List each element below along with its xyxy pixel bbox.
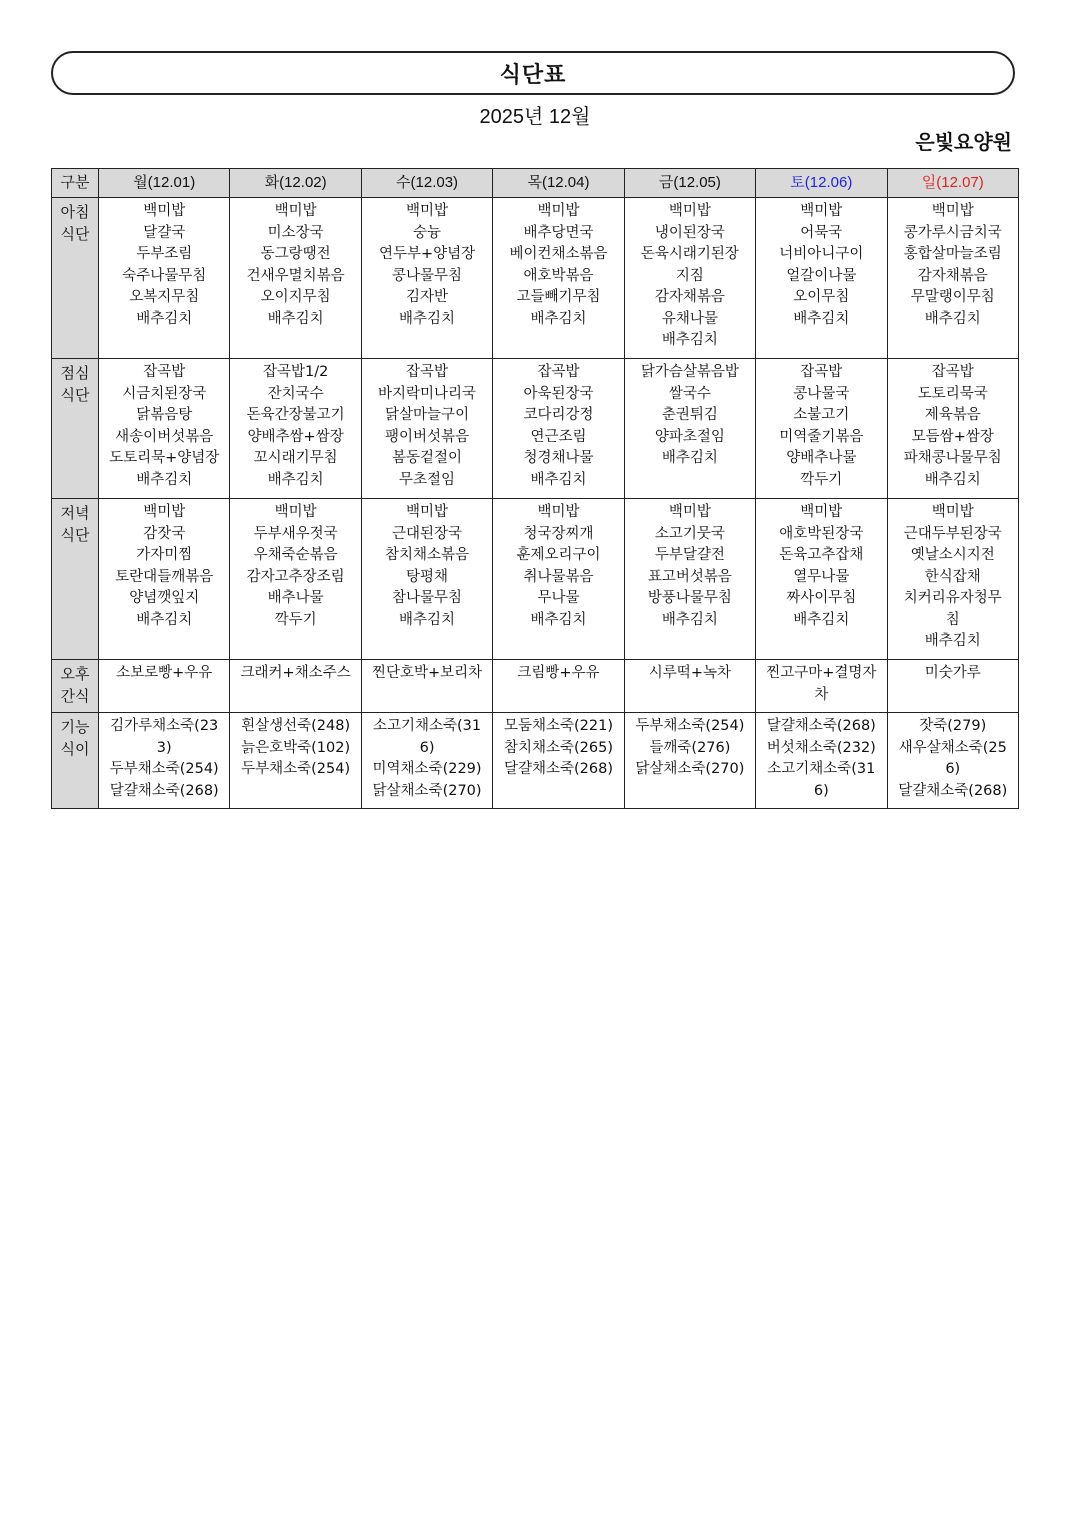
menu-item: 콩나물무침 bbox=[392, 267, 463, 284]
menu-item: 참치채소볶음 bbox=[385, 547, 470, 563]
menu-item: 두부채소죽(254) bbox=[635, 718, 745, 734]
menu-item: 오복지무침 bbox=[129, 289, 200, 305]
menu-item: 무초절임 bbox=[399, 471, 456, 488]
menu-cell bbox=[624, 660, 755, 713]
menu-item: 냉이된장국 bbox=[654, 224, 725, 241]
table-row-special-diet bbox=[52, 713, 1019, 809]
menu-item: 열무나물 bbox=[793, 568, 850, 585]
menu-cell bbox=[230, 359, 361, 499]
menu-cell bbox=[756, 660, 887, 713]
menu-cell bbox=[756, 198, 887, 359]
menu-item: 크림빵+우유 bbox=[517, 665, 600, 681]
menu-item: 잡곡밥 bbox=[931, 364, 974, 380]
menu-cell bbox=[99, 713, 230, 809]
menu-item: 배추김치 bbox=[661, 450, 718, 466]
menu-cell bbox=[230, 198, 361, 359]
menu-item: 제육볶음 bbox=[924, 407, 981, 423]
menu-item: 얼갈이나물 bbox=[786, 267, 857, 284]
menu-item: 무나물 bbox=[537, 590, 580, 606]
menu-item: 닭살채소죽(270) bbox=[635, 761, 745, 777]
menu-item: 감자채볶음 bbox=[917, 267, 988, 284]
menu-item: 백미밥 bbox=[143, 504, 186, 520]
menu-item: 3) bbox=[156, 739, 172, 756]
row-label-lunch bbox=[52, 359, 99, 499]
menu-item: 잔치국수 bbox=[267, 385, 324, 402]
menu-item: 두부채소죽(254) bbox=[241, 761, 351, 777]
menu-item: 소고기뭇국 bbox=[654, 525, 725, 542]
menu-item: 김가루채소죽(23 bbox=[110, 718, 219, 734]
menu-item: 오이지무침 bbox=[260, 289, 331, 305]
menu-cell bbox=[887, 359, 1018, 499]
menu-item: 오이무침 bbox=[793, 289, 850, 305]
menu-item: 침 bbox=[945, 611, 960, 628]
menu-item: 연두부+양념장 bbox=[378, 246, 476, 262]
menu-item: 짜사이무침 bbox=[786, 590, 857, 606]
menu-item: 백미밥 bbox=[931, 203, 974, 219]
menu-item: 배추나물 bbox=[267, 590, 324, 606]
table-row-breakfast bbox=[52, 198, 1019, 359]
menu-item: 닭가슴살볶음밥 bbox=[640, 364, 739, 380]
menu-item: 토란대들깨볶음 bbox=[115, 568, 214, 585]
menu-item: 찐단호박+보리차 bbox=[371, 665, 483, 681]
menu-item: 한식잡채 bbox=[924, 568, 981, 585]
menu-item: 옛날소시지전 bbox=[910, 547, 995, 563]
menu-item: 잡곡밥 bbox=[800, 364, 843, 380]
menu-item: 김자반 bbox=[406, 289, 449, 305]
menu-item: 백미밥 bbox=[668, 203, 711, 219]
menu-item: 미역채소죽(229) bbox=[372, 761, 482, 777]
row-label-text: 식이 bbox=[60, 740, 90, 758]
menu-item: 달걀채소죽(268) bbox=[109, 782, 219, 799]
menu-item: 두부새우젓국 bbox=[253, 525, 338, 542]
menu-item: 고들빼기무침 bbox=[516, 289, 601, 305]
menu-cell bbox=[361, 660, 492, 713]
menu-item: 닭볶음탕 bbox=[136, 407, 193, 423]
menu-cell bbox=[756, 499, 887, 660]
menu-item: 배추김치 bbox=[267, 310, 324, 327]
menu-item: 참치채소죽(265) bbox=[503, 739, 613, 756]
menu-item: 늙은호박죽(102) bbox=[241, 739, 351, 756]
row-label-snack bbox=[52, 660, 99, 713]
menu-cell bbox=[361, 359, 492, 499]
title-banner bbox=[51, 51, 1015, 95]
row-label-text: 점심 bbox=[60, 364, 90, 382]
menu-item: 배추김치 bbox=[399, 611, 456, 628]
table-header-row bbox=[52, 169, 1019, 198]
menu-item: 달걀국 bbox=[143, 224, 186, 241]
menu-item: 크래커+채소주스 bbox=[240, 665, 351, 681]
day-header-thu: 목(12.04) bbox=[493, 169, 624, 198]
menu-item: 표고버섯볶음 bbox=[647, 568, 732, 585]
menu-cell bbox=[361, 198, 492, 359]
menu-item: 소고기채소죽(31 bbox=[767, 761, 876, 777]
menu-item: 양파초절임 bbox=[654, 428, 725, 445]
menu-cell bbox=[624, 499, 755, 660]
menu-item: 배추김치 bbox=[924, 633, 981, 649]
menu-item: 애호박볶음 bbox=[523, 267, 594, 284]
menu-item: 바지락미나리국 bbox=[378, 385, 477, 402]
menu-item: 미역줄기볶음 bbox=[779, 428, 864, 445]
menu-cell bbox=[99, 660, 230, 713]
day-header-wed: 수(12.03) bbox=[361, 169, 492, 198]
menu-item: 감잣국 bbox=[143, 525, 186, 542]
row-label-text: 오후 bbox=[60, 665, 90, 683]
menu-item: 백미밥 bbox=[668, 504, 711, 520]
menu-item: 돈육시래기된장 bbox=[640, 246, 739, 262]
menu-item: 팽이버섯볶음 bbox=[385, 428, 470, 445]
menu-cell bbox=[887, 499, 1018, 660]
menu-item: 깍두기 bbox=[274, 611, 317, 628]
menu-item: 달걀채소죽(268) bbox=[503, 761, 613, 777]
menu-item: 취나물볶음 bbox=[523, 568, 594, 585]
menu-cell bbox=[493, 713, 624, 809]
menu-item: 돈육간장불고기 bbox=[246, 407, 345, 423]
menu-cell bbox=[756, 359, 887, 499]
day-header-sun: 일(12.07) bbox=[887, 169, 1018, 198]
menu-item: 백미밥 bbox=[537, 504, 580, 520]
menu-item: 너비아니구이 bbox=[779, 246, 864, 262]
menu-item: 무말랭이무침 bbox=[910, 289, 995, 305]
menu-item: 배추김치 bbox=[661, 611, 718, 628]
menu-item: 양배추나물 bbox=[786, 450, 857, 466]
menu-item: 훈제오리구이 bbox=[516, 547, 601, 563]
menu-cell bbox=[99, 198, 230, 359]
table-row-dinner bbox=[52, 499, 1019, 660]
row-label-text: 저녁 bbox=[60, 504, 90, 522]
menu-item: 들깨죽(276) bbox=[649, 739, 731, 756]
menu-item: 방풍나물무침 bbox=[647, 590, 732, 606]
menu-item: 백미밥 bbox=[537, 203, 580, 219]
menu-item: 애호박된장국 bbox=[779, 525, 864, 542]
menu-item: 배추김치 bbox=[399, 310, 456, 327]
menu-item: 근대된장국 bbox=[392, 525, 463, 542]
row-label-text: 간식 bbox=[60, 687, 90, 705]
menu-item: 찐고구마+결명자 bbox=[766, 665, 877, 681]
menu-item: 배추김치 bbox=[136, 310, 193, 327]
menu-item: 배추김치 bbox=[136, 471, 193, 488]
menu-item: 배추김치 bbox=[136, 611, 193, 628]
menu-cell bbox=[361, 499, 492, 660]
table-row-lunch bbox=[52, 359, 1019, 499]
menu-item: 시루떡+녹차 bbox=[648, 665, 731, 681]
menu-item: 지짐 bbox=[675, 267, 704, 284]
table-row-snack bbox=[52, 660, 1019, 713]
day-header-sat: 토(12.06) bbox=[756, 169, 887, 198]
menu-item: 새송이버섯볶음 bbox=[115, 428, 214, 445]
menu-item: 숭늉 bbox=[413, 224, 442, 241]
menu-cell bbox=[493, 359, 624, 499]
menu-item: 6) bbox=[419, 739, 435, 756]
menu-cell bbox=[230, 499, 361, 660]
menu-item: 흰살생선죽(248) bbox=[241, 718, 351, 734]
day-header-fri: 금(12.05) bbox=[624, 169, 755, 198]
row-label-breakfast bbox=[52, 198, 99, 359]
menu-item: 잣죽(279) bbox=[919, 718, 987, 734]
menu-cell bbox=[493, 660, 624, 713]
menu-item: 어묵국 bbox=[800, 224, 843, 241]
row-label-text: 아침 bbox=[60, 203, 90, 221]
menu-item: 배추김치 bbox=[530, 611, 587, 628]
row-label-text: 식단 bbox=[60, 225, 90, 243]
menu-item: 백미밥 bbox=[800, 504, 843, 520]
menu-item: 우채죽순볶음 bbox=[253, 547, 338, 563]
menu-item: 잡곡밥 bbox=[406, 364, 449, 380]
menu-item: 6) bbox=[945, 761, 961, 777]
row-label-text: 기능 bbox=[60, 718, 90, 736]
corner-header: 구분 bbox=[52, 169, 99, 198]
menu-item: 두부조림 bbox=[136, 246, 193, 262]
menu-item: 베이컨채소볶음 bbox=[509, 246, 608, 262]
row-label-text: 식단 bbox=[60, 386, 90, 404]
menu-item: 버섯채소죽(232) bbox=[766, 739, 876, 756]
menu-item: 시금치된장국 bbox=[122, 385, 207, 402]
menu-item: 청국장찌개 bbox=[523, 525, 594, 542]
menu-item: 춘권튀김 bbox=[661, 407, 718, 423]
menu-cell bbox=[887, 660, 1018, 713]
period-label: 2025년 12월 bbox=[479, 106, 591, 128]
menu-cell bbox=[230, 660, 361, 713]
menu-item: 유채나물 bbox=[661, 310, 718, 327]
page-title: 식단표 bbox=[499, 62, 567, 88]
menu-item: 배추김치 bbox=[793, 310, 850, 327]
menu-item: 배추김치 bbox=[661, 332, 718, 348]
menu-item: 소보로빵+우유 bbox=[116, 665, 213, 681]
menu-item: 잡곡밥1/2 bbox=[262, 364, 329, 380]
menu-item: 꼬시래기무침 bbox=[253, 450, 338, 466]
menu-item: 6) bbox=[813, 782, 829, 799]
menu-item: 배추김치 bbox=[530, 310, 587, 327]
menu-cell bbox=[887, 713, 1018, 809]
menu-cell bbox=[99, 499, 230, 660]
menu-item: 배추당면국 bbox=[523, 224, 594, 241]
menu-item: 모듬쌈+쌈장 bbox=[911, 428, 994, 445]
menu-item: 도토리묵국 bbox=[917, 385, 988, 402]
menu-item: 쌀국수 bbox=[668, 385, 711, 402]
menu-item: 백미밥 bbox=[800, 203, 843, 219]
menu-cell bbox=[756, 713, 887, 809]
menu-item: 파채콩나물무침 bbox=[903, 450, 1002, 466]
menu-cell bbox=[230, 713, 361, 809]
menu-item: 소불고기 bbox=[793, 407, 850, 423]
menu-item: 배추김치 bbox=[530, 471, 587, 488]
menu-cell bbox=[361, 713, 492, 809]
row-label-dinner bbox=[52, 499, 99, 660]
row-label-special-diet bbox=[52, 713, 99, 809]
menu-item: 봄동겉절이 bbox=[392, 450, 463, 466]
menu-item: 연근조림 bbox=[530, 428, 587, 445]
menu-item: 숙주나물무침 bbox=[122, 267, 207, 284]
menu-item: 차 bbox=[814, 686, 829, 703]
menu-item: 미숫가루 bbox=[924, 665, 981, 681]
menu-item: 배추김치 bbox=[267, 471, 324, 488]
menu-item: 백미밥 bbox=[931, 504, 974, 520]
menu-item: 두부채소죽(254) bbox=[109, 761, 219, 777]
menu-item: 치커리유자청무 bbox=[903, 590, 1002, 606]
menu-cell bbox=[493, 198, 624, 359]
menu-item: 감자고추장조림 bbox=[246, 568, 345, 585]
menu-item: 코다리강정 bbox=[523, 407, 594, 423]
menu-item: 소고기채소죽(31 bbox=[372, 718, 482, 734]
menu-item: 감자채볶음 bbox=[654, 289, 725, 305]
menu-item: 백미밥 bbox=[143, 203, 186, 219]
menu-item: 달걀채소죽(268) bbox=[898, 782, 1008, 799]
menu-item: 도토리묵+양념장 bbox=[109, 450, 220, 466]
menu-item: 콩가루시금치국 bbox=[903, 224, 1002, 241]
menu-item: 가자미찜 bbox=[136, 547, 193, 563]
organization-name: 은빛요양원 bbox=[915, 130, 1012, 154]
menu-item: 백미밥 bbox=[406, 203, 449, 219]
day-header-mon: 월(12.01) bbox=[99, 169, 230, 198]
menu-cell bbox=[624, 359, 755, 499]
menu-item: 참나물무침 bbox=[392, 590, 463, 606]
menu-item: 두부달걀전 bbox=[654, 547, 725, 563]
menu-item: 백미밥 bbox=[274, 504, 317, 520]
menu-item: 양배추쌈+쌈장 bbox=[247, 428, 344, 445]
menu-item: 양념깻잎지 bbox=[129, 590, 200, 606]
menu-item: 배추김치 bbox=[924, 471, 981, 488]
menu-item: 깍두기 bbox=[800, 471, 843, 488]
menu-item: 배추김치 bbox=[793, 611, 850, 628]
menu-cell bbox=[493, 499, 624, 660]
menu-cell bbox=[99, 359, 230, 499]
menu-item: 돈육고추잡채 bbox=[779, 547, 864, 563]
menu-item: 닭살마늘구이 bbox=[385, 407, 470, 423]
menu-item: 탕평채 bbox=[406, 568, 449, 585]
menu-cell bbox=[887, 198, 1018, 359]
meal-plan-table bbox=[51, 168, 1019, 809]
menu-cell bbox=[624, 713, 755, 809]
menu-item: 청경채나물 bbox=[523, 450, 594, 466]
menu-item: 근대두부된장국 bbox=[903, 525, 1002, 542]
menu-item: 백미밥 bbox=[274, 203, 317, 219]
menu-item: 잡곡밥 bbox=[537, 364, 580, 380]
menu-item: 건새우멸치볶음 bbox=[246, 267, 345, 284]
day-header-tue: 화(12.02) bbox=[230, 169, 361, 198]
menu-item: 배추김치 bbox=[924, 310, 981, 327]
menu-item: 달걀채소죽(268) bbox=[766, 718, 876, 734]
row-label-text: 식단 bbox=[60, 526, 90, 544]
menu-item: 모둠채소죽(221) bbox=[503, 718, 613, 734]
menu-item: 미소장국 bbox=[267, 224, 324, 241]
menu-item: 백미밥 bbox=[406, 504, 449, 520]
menu-item: 닭살채소죽(270) bbox=[372, 782, 482, 799]
menu-item: 잡곡밥 bbox=[143, 364, 186, 380]
menu-item: 아욱된장국 bbox=[523, 385, 594, 402]
menu-item: 콩나물국 bbox=[793, 385, 850, 402]
menu-item: 동그랑땡전 bbox=[260, 246, 331, 262]
menu-cell bbox=[624, 198, 755, 359]
menu-item: 새우살채소죽(25 bbox=[898, 739, 1007, 756]
menu-item: 홍합살마늘조림 bbox=[903, 246, 1002, 262]
